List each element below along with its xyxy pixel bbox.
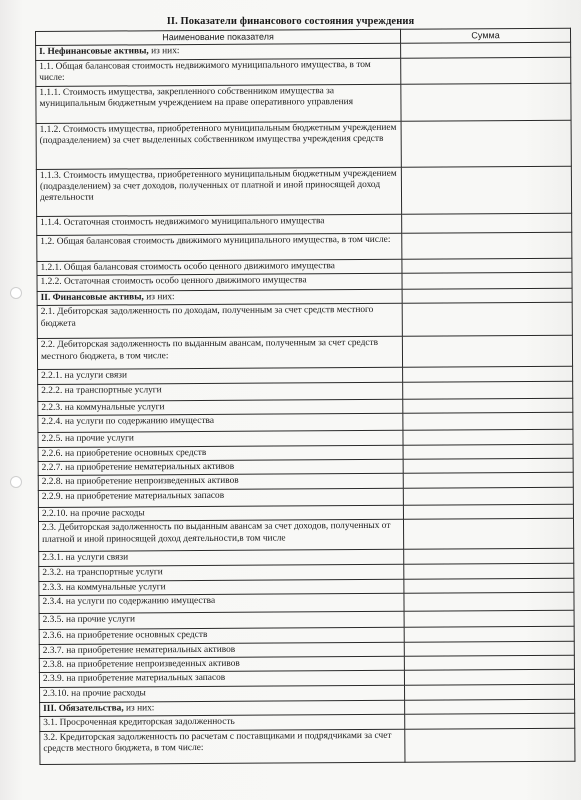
sum-cell	[402, 232, 572, 259]
indicator-label: 1.1. Общая балансовая стоимость недвижимого муниципального имущества, в том числе:	[39, 59, 371, 84]
indicator-name-cell	[37, 233, 402, 261]
indicator-label: 2.3.1. на услуги связи	[42, 552, 129, 564]
indicator-label: 2.3.2. на транспортные услуги	[42, 567, 163, 579]
sum-cell	[404, 564, 574, 579]
sum-cell	[404, 578, 574, 593]
indicator-label: 1.1.2. Стоимость имущества, приобретенного муниципальным бюджетным учреждением (подразделением) за счет выделенных собственником имущества учреждения средств	[39, 122, 397, 147]
indicator-label: 2.2.1. на услуги связи	[41, 370, 128, 382]
section-heading: I. Нефинансовые активы,	[39, 46, 149, 58]
sum-cell	[404, 641, 574, 656]
sum-cell	[404, 592, 574, 611]
sum-cell	[402, 213, 572, 233]
punch-hole-top-icon	[10, 287, 22, 299]
indicator-label: 2.2.9. на приобретение материальных запасов	[41, 490, 225, 502]
sum-cell	[404, 549, 574, 565]
indicator-label: 1.1.1. Стоимость имущества, закрепленного собственником имущества за муниципальным бюджетным учреждением на праве оперативного управления	[39, 85, 354, 110]
table-row	[38, 519, 573, 552]
sum-cell	[401, 120, 571, 167]
page-title: II. Показатели финансового состояния учреждения	[166, 16, 415, 27]
sum-cell	[401, 83, 571, 121]
sum-cell	[404, 655, 574, 670]
sum-cell	[403, 367, 573, 382]
financial-indicators-table-wrapper	[35, 28, 575, 765]
indicator-name-cell	[37, 337, 402, 370]
indicator-label: из них:	[148, 46, 180, 57]
indicator-label: 2.3. Дебиторская задолженность по выданным авансам за счет доходов, полученных от платной и иной приносящей доход деятельности,в том числе	[42, 521, 391, 545]
indicator-name-cell	[38, 520, 403, 552]
indicator-name-cell	[36, 84, 401, 123]
indicator-label: 2.3.3. на коммунальные услуги	[42, 581, 166, 593]
sum-cell	[403, 429, 573, 444]
punch-hole-bottom-icon	[10, 476, 22, 488]
sum-cell	[401, 43, 571, 58]
indicator-name-cell	[40, 729, 405, 764]
sum-cell	[401, 57, 571, 84]
indicator-label: 2.2.8. на приобретение непроизведенных активов	[41, 476, 239, 488]
indicator-label: 2.3.5. на прочие услуги	[42, 614, 136, 626]
indicator-label: 1.2. Общая балансовая стоимость движимого муниципального имущества, в том числе:	[40, 234, 391, 247]
indicator-label: 2.2.4. на услуги по содержанию имущества	[41, 416, 215, 428]
table-row	[36, 83, 571, 123]
table-row	[37, 336, 572, 370]
table-row	[36, 57, 571, 86]
indicator-name-cell	[36, 121, 401, 169]
sum-cell	[405, 699, 575, 714]
sum-cell	[403, 504, 573, 519]
sum-cell	[402, 288, 572, 303]
sum-cell	[403, 381, 573, 399]
indicator-label: 2.3.6. на приобретение основных средств	[42, 630, 208, 642]
sum-cell	[404, 670, 574, 686]
indicator-label: 2.2.10. на прочие расходы	[41, 508, 145, 519]
column-header-name: Наименование показателя	[36, 29, 401, 46]
sum-cell	[405, 713, 575, 728]
table-row	[37, 303, 572, 339]
indicator-label: 2.1. Дебиторская задолженность по доходам, полученным за счет средств местного бюджета	[40, 305, 374, 329]
indicator-label: из них:	[143, 292, 175, 303]
sum-cell	[403, 444, 573, 459]
sum-cell	[402, 272, 572, 289]
indicator-name-cell	[36, 58, 401, 86]
indicator-label: 2.3.7. на приобретение нематериальных активов	[42, 644, 236, 656]
sum-cell	[401, 166, 571, 214]
indicator-label: 3.1. Просроченная кредиторская задолженность	[43, 716, 235, 729]
table-row	[37, 232, 572, 261]
sum-cell	[404, 626, 574, 641]
indicator-label: 2.3.4. на услуги по содержанию имущества	[42, 596, 216, 608]
indicator-label: 2.2.6. на приобретение основных средств	[41, 447, 207, 459]
sum-cell	[403, 412, 573, 430]
indicator-label: 3.2. Кредиторская задолженность по расчетам с поставщиками и подрядчиками за счет средств местного бюджета, в том числе:	[43, 730, 392, 754]
sum-cell	[404, 610, 574, 627]
financial-indicators-table	[35, 28, 575, 765]
table-row	[40, 728, 575, 764]
indicator-name-cell	[39, 593, 404, 613]
sum-cell	[405, 685, 575, 700]
indicator-label: 2.2.3. на коммунальные услуги	[41, 402, 165, 413]
table-row	[36, 166, 571, 216]
indicator-label: из них:	[123, 703, 155, 714]
indicator-name-cell	[37, 214, 402, 235]
sum-cell	[403, 473, 573, 488]
indicator-label: 2.3.8. на приобретение непроизведенных активов	[42, 658, 240, 670]
indicator-label: 2.2.5. на прочие услуги	[41, 433, 134, 445]
sum-cell	[404, 519, 574, 550]
sum-cell	[405, 728, 575, 762]
indicator-label: 1.2.2. Остаточная стоимость особо ценного движимого имущества	[40, 275, 307, 288]
indicator-label: 1.1.4. Остаточная стоимость недвижимого муниципального имущества	[40, 215, 325, 228]
table-row	[36, 120, 571, 169]
section-heading: III. Обязательства,	[43, 703, 124, 714]
sum-cell	[402, 258, 572, 273]
sum-cell	[402, 336, 572, 368]
indicator-label: 2.2.2. на транспортные услуги	[41, 385, 162, 396]
indicator-label: 2.2. Дебиторская задолженность по выданным авансам, полученным за счет средств местного бюджета, в том числе:	[40, 338, 379, 362]
indicator-name-cell	[37, 304, 402, 339]
indicator-label: 2.3.10. на прочие расходы	[43, 688, 146, 700]
indicator-label: 1.1.3. Стоимость имущества, приобретенного муниципальным бюджетным учреждением (подразделением) за счет доходов, полученных от платной и иной приносящей доход деятельности	[39, 168, 397, 204]
indicator-label: 1.2.1. Общая балансовая стоимость особо ценного движимого имущества	[40, 260, 335, 273]
sum-cell	[403, 398, 573, 413]
sum-cell	[402, 303, 572, 337]
sum-cell	[403, 458, 573, 473]
indicator-label: 2.2.7. на приобретение нематериальных активов	[41, 461, 235, 474]
section-heading: II. Финансовые активы,	[40, 292, 144, 304]
indicator-label: 2.3.9. на приобретение материальных запасов	[42, 673, 226, 685]
column-header-sum: Сумма	[401, 28, 571, 43]
indicator-name-cell	[36, 167, 401, 216]
sum-cell	[403, 487, 573, 505]
